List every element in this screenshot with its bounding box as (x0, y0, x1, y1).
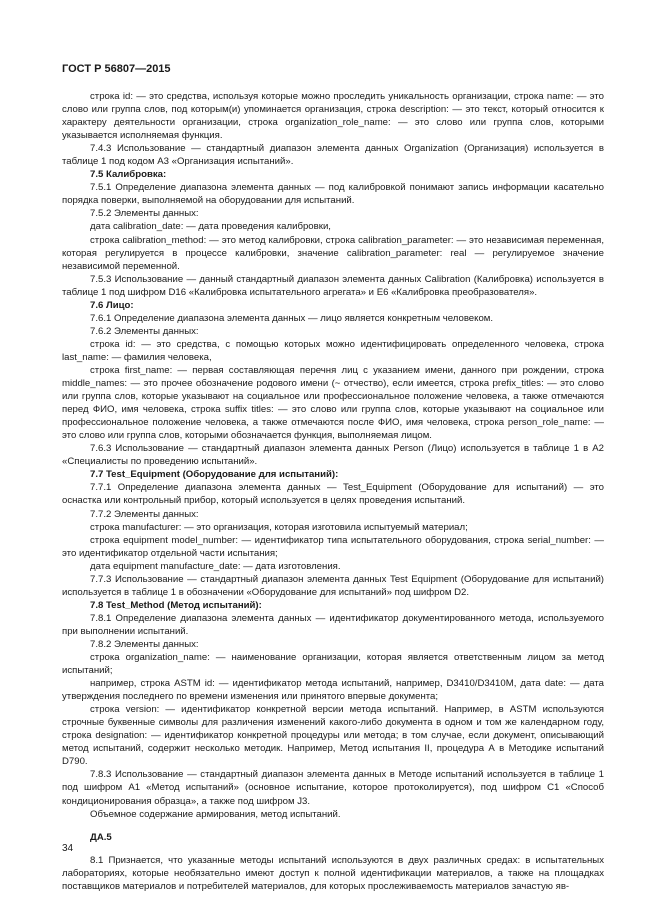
paragraph: Объемное содержание армирования, метод испытаний. (90, 808, 341, 820)
document-body (62, 90, 604, 893)
paragraph: строка id: — это средства, используя которые можно проследить уникальность организации, строка name: — это слово или группа слов, под которым(и) упоминается организация, строка description: — это текст, который относится к характеру деятельности организации, строка organization_role_name: — это слово или группа слов, которыми указывается исполняемая функция. (62, 91, 604, 142)
paragraph: 7.6.2 Элементы данных: (90, 325, 199, 337)
paragraph: 7.8.2 Элементы данных: (90, 638, 199, 650)
paragraph: 8.1 Признается, что указанные методы испытаний используются в двух различных средах: в испытательных лабораториях, которые необязательно имеют доступ к полной идентификации материалов, а также на площадках поставщиков материалов и потребителей материалов, для которых прослеживаемость материалов зачастую яв- (62, 854, 604, 892)
section-heading: ДА.5 (90, 831, 112, 843)
section-heading: 7.6 Лицо: (90, 299, 134, 311)
paragraph: строка manufacturer: — это организация, которая изготовила испытуемый материал; (90, 521, 468, 533)
paragraph: строка organization_name: — наименование организации, которая является ответственным лицом за метод испытаний; (62, 652, 604, 677)
section-heading: 7.5 Калибровка: (90, 169, 167, 181)
paragraph: 7.5.1 Определение диапазона элемента данных — под калибровкой понимают запись информации касательно порядка поверки, выполняемой на оборудовании для испытаний. (62, 182, 604, 207)
paragraph: например, строка ASTM id: — идентификатор метода испытаний, например, D3410/D3410M, дата date: — дата утверждения последнего по времени изменения или принятого впервые документа; (62, 678, 604, 703)
paragraph: 7.7.3 Использование — стандартный диапазон элемента данных Test Equipment (Оборудование для испытаний) используется в таблице 1 в обозначении «Оборудование для испытаний» под шифром D2. (62, 573, 604, 598)
paragraph: дата calibration_date: — дата проведения калибровки, (90, 221, 331, 233)
paragraph: 7.8.3 Использование — стандартный диапазон элемента данных в Методе испытаний используется в таблице 1 под шифром А1 «Метод испытаний» (основное испытание, которое протоколируется), под шифром С1 «Способ кондиционирования образца», а также под шифром J3. (62, 769, 604, 807)
paragraph: строка calibration_method: — это метод калибровки, строка calibration_parameter: — это независимая переменная, которая регулируется в процессе калибровки, значение calibration_parameter: real — регулируемое значение независимой переменной. (62, 234, 604, 272)
page-number: 34 (62, 843, 74, 854)
paragraph: 7.5.3 Использование — данный стандартный диапазон элемента данных Calibration (Калибровка) используется в таблице 1 под шифром D16 «Калибровка испытательного агрегата» и Е6 «Калибровка преобразователя». (62, 273, 604, 298)
document-header: ГОСТ Р 56807—2015 (62, 63, 171, 75)
paragraph: 7.6.1 Определение диапазона элемента данных — лицо является конкретным человеком. (90, 312, 494, 324)
section-heading: 7.8 Test_Method (Метод испытаний): (90, 599, 262, 611)
spacer (62, 844, 604, 854)
spacer (62, 821, 604, 831)
paragraph: строка version: — идентификатор конкретной версии метода испытаний. Например, в ASTM используются строчные буквенные символы для различения изменений какого-либо документа в одном и том же календарном году, строка designation: — идентификатор конкретной процедуры или метода; в том случае, если документ, описывающий метод испытаний, содержит несколько методик. Например, Метод испытания II, процедура А в Методике испытаний D790. (62, 704, 604, 768)
paragraph: строка first_name: — первая составляющая перечня лиц с указанием имени, данного при рождении, строка middle_names: — это прочее обозначение родового имени (~ отчество), если имеется, строка prefix_titles: — это слово или группа слов, которые указывают на социальное или профессиональное положение человека, а также отмечаются перед ФИО, имя человека, строка suffix titles: — это слово или группа слов, которые указывают на социальное или профессиональное положение человека, а также отмечаются после ФИО, имя человека, строка person_role_name: — это слово или группа слов, которыми обозначается функция, выполняемая лицом. (62, 364, 604, 442)
paragraph: строка equipment model_number: — идентификатор типа испытательного оборудования, строка serial_number: — это идентификатор отдельной части испытания; (62, 534, 604, 559)
paragraph: 7.8.1 Определение диапазона элемента данных — идентификатор документированного метода, используемого при выполнении испытаний. (62, 612, 604, 637)
paragraph: дата equipment manufacture_date: — дата изготовления. (90, 560, 341, 572)
paragraph: 7.6.3 Использование — стандартный диапазон элемента данных Person (Лицо) используется в таблице 1 в А2 «Специалисты по проведению испытаний». (62, 443, 604, 468)
paragraph: строка id: — это средства, с помощью которых можно идентифицировать определенного человека, строка last_name: — фамилия человека, (62, 338, 604, 363)
paragraph: 7.5.2 Элементы данных: (90, 208, 199, 220)
paragraph: 7.4.3 Использование — стандартный диапазон элемента данных Organization (Организация) используется в таблице 1 под кодом А3 «Организация испытаний». (62, 143, 604, 168)
paragraph: 7.7.1 Определение диапазона элемента данных — Test_Equipment (Оборудование для испытаний) — это оснастка или контрольный прибор, который используется в целях проведения испытаний. (62, 482, 604, 507)
paragraph: 7.7.2 Элементы данных: (90, 508, 199, 520)
section-heading: 7.7 Test_Equipment (Оборудование для испытаний): (90, 469, 339, 481)
